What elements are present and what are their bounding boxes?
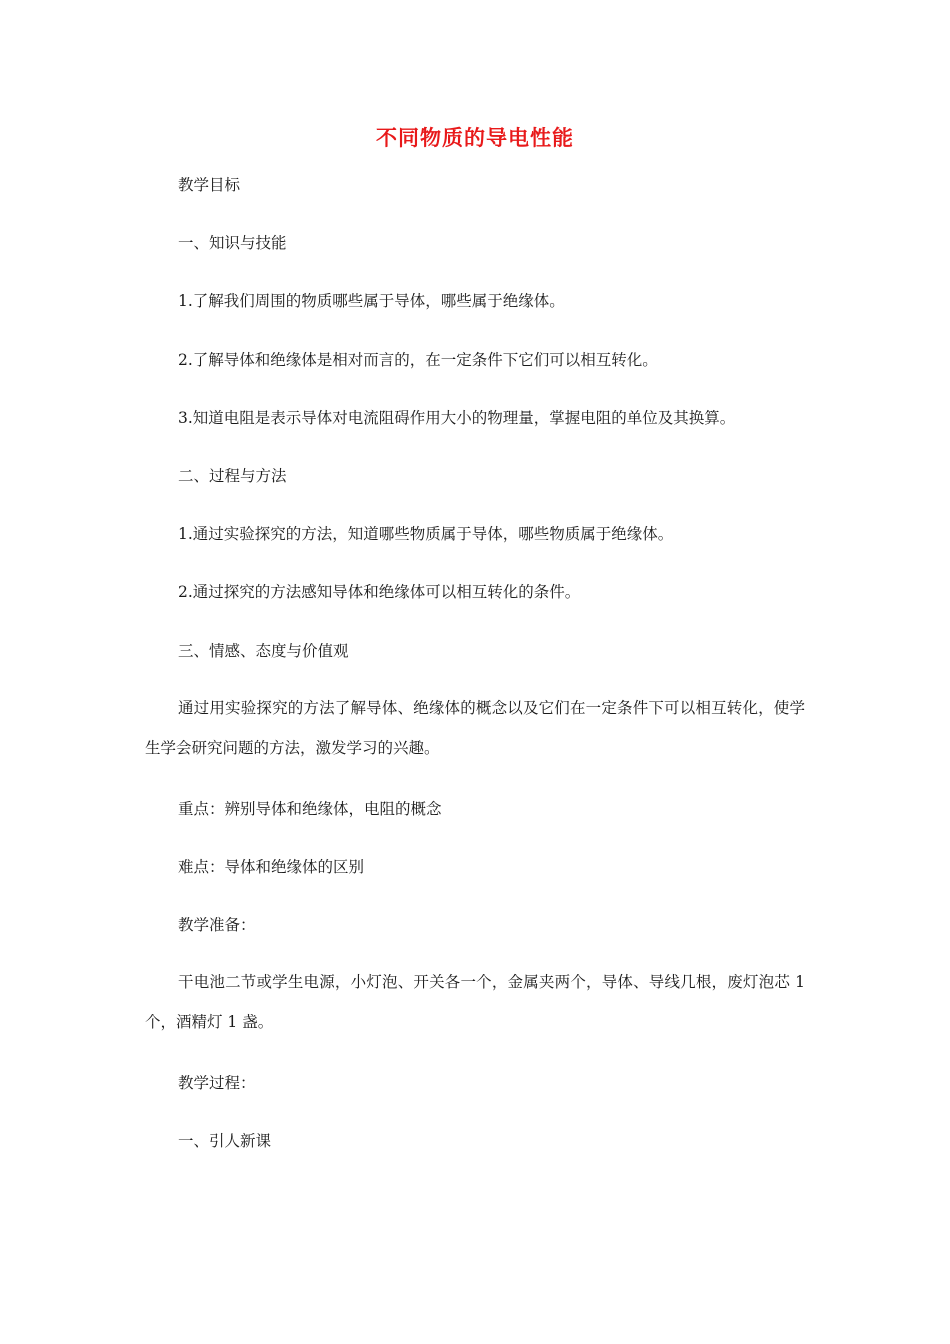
section-heading-objectives: 教学目标 [178,176,241,194]
section-heading-attitude: 三、情感、态度与价值观 [178,642,349,660]
process-item-1: 1.通过实验探究的方法，知道哪些物质属于导体，哪些物质属于绝缘体。 [178,525,674,543]
preparation-paragraph: 干电池二节或学生电源，小灯泡、开关各一个，金属夹两个，导体、导线几根，废灯泡芯 1 个，酒精灯 1 盏。 [145,973,805,1031]
section-heading-introduction: 一、引人新课 [178,1132,272,1150]
section-heading-process: 二、过程与方法 [178,467,287,485]
difficult-points: 难点：导体和绝缘体的区别 [178,858,365,876]
knowledge-item-2: 2.了解导体和绝缘体是相对而言的，在一定条件下它们可以相互转化。 [178,351,658,369]
knowledge-item-3: 3.知道电阻是表示导体对电流阻碍作用大小的物理量，掌握电阻的单位及其换算。 [178,409,736,427]
document-title: 不同物质的导电性能 [376,126,574,150]
section-heading-preparation: 教学准备： [178,916,256,934]
section-heading-knowledge: 一、知识与技能 [178,234,287,252]
key-points: 重点：辨别导体和绝缘体，电阻的概念 [178,800,442,818]
knowledge-item-1: 1.了解我们周围的物质哪些属于导体，哪些属于绝缘体。 [178,292,565,310]
section-heading-teaching-process: 教学过程： [178,1074,256,1092]
process-item-2: 2.通过探究的方法感知导体和绝缘体可以相互转化的条件。 [178,583,581,601]
attitude-paragraph: 通过用实验探究的方法了解导体、绝缘体的概念以及它们在一定条件下可以相互转化，使学生学会研究问题的方法，激发学习的兴趣。 [145,699,805,757]
